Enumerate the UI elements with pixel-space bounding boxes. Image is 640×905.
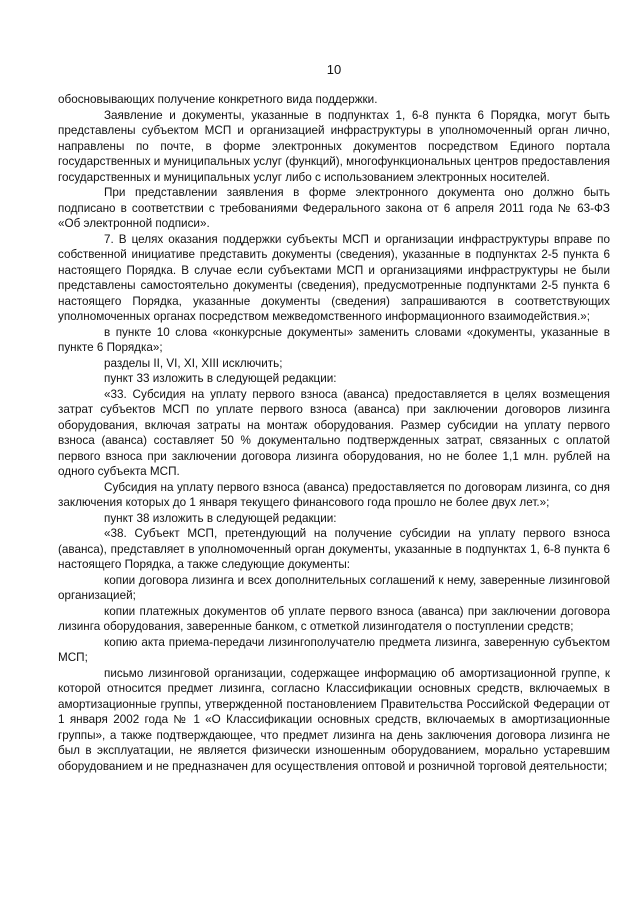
paragraph: копии договора лизинга и всех дополнительных соглашений к нему, заверенные лизинговой организацией; xyxy=(58,573,610,602)
document-body xyxy=(58,92,610,774)
paragraph: разделы II, VI, XI, XIII исключить; xyxy=(104,356,283,370)
paragraph: Заявление и документы, указанные в подпунктах 1, 6-8 пункта 6 Порядка, могут быть представлены субъектом МСП и организацией инфраструктуры в уполномоченный орган лично, направлены по почте, в форме электронных документов посредством Единого портала государственных и муниципальных услуг (функций), многофункциональных центров предоставления государственных и муниципальных услуг либо с использованием электронных носителей. xyxy=(58,108,610,184)
paragraph: обосновывающих получение конкретного вида поддержки. xyxy=(58,93,378,106)
page-number: 10 xyxy=(326,62,342,77)
paragraph: письмо лизинговой организации, содержащее информацию об амортизационной группе, к которой относится предмет лизинга, согласно Классификации основных средств, включаемых в амортизационные группы, утвержденной постановлением Правительства Российской Федерации от 1 января 2002 года № 1 «О Классификации основных средств, включаемых в амортизационные группы», а также подтверждающее, что предмет лизинга на день заключения договора лизинга не был в эксплуатации, не является физически изношенным оборудованием, морально устаревшим оборудованием и не предназначен для осуществления оптовой и розничной торговой деятельности; xyxy=(58,666,610,773)
paragraph: 7. В целях оказания поддержки субъекты МСП и организации инфраструктуры вправе по собственной инициативе представить документы (сведения), указанные в подпунктах 2-5 пункта 6 настоящего Порядка. В случае если субъектами МСП и организациями инфраструктуры не были представлены самостоятельно документы (сведения), предусмотренные подпунктами 2-5 пункта 6 настоящего Порядка, указанные документы (сведения) запрашиваются в соответствующих уполномоченных органах посредством межведомственного информационного взаимодействия.»; xyxy=(58,232,610,323)
paragraph: пункт 33 изложить в следующей редакции: xyxy=(104,372,337,385)
paragraph: «38. Субъект МСП, претендующий на получение субсидии на уплату первого взноса (аванса), представляет в уполномоченный орган документы, указанные в подпунктах 1, 6-8 пункта 6 настоящего Порядка, а также следующие документы: xyxy=(58,527,610,571)
paragraph: копии платежных документов об уплате первого взноса (аванса) при заключении договора лизинга оборудования, заверенные банком, с отметкой лизингодателя о поступлении средств; xyxy=(58,604,610,633)
paragraph: Субсидия на уплату первого взноса (аванса) предоставляется по договорам лизинга, со дня заключения которых до 1 января текущего финансового года прошло не более двух лет.»; xyxy=(58,480,610,509)
paragraph: в пункте 10 слова «конкурсные документы» заменить словами «документы, указанные в пункте 6 Порядка»; xyxy=(58,325,610,354)
paragraph: копию акта приема-передачи лизингополучателю предмета лизинга, заверенную субъектом МСП; xyxy=(58,635,610,664)
paragraph: пункт 38 изложить в следующей редакции: xyxy=(104,511,337,525)
paragraph: «33. Субсидия на уплату первого взноса (аванса) предоставляется в целях возмещения затрат субъектов МСП по уплате первого взноса (аванса) при заключении договоров лизинга оборудования, включая затраты на монтаж оборудования. Размер субсидии на уплату первого взноса (аванса) составляет 50 % документально подтвержденных затрат, связанных с оплатой первого взноса при заключении договора лизинга оборудования, но не более 1,1 млн. рублей на одного субъекта МСП. xyxy=(58,387,610,478)
paragraph: При представлении заявления в форме электронного документа оно должно быть подписано в соответствии с требованиями Федерального закона от 6 апреля 2011 года № 63-ФЗ «Об электронной подписи». xyxy=(58,186,610,230)
